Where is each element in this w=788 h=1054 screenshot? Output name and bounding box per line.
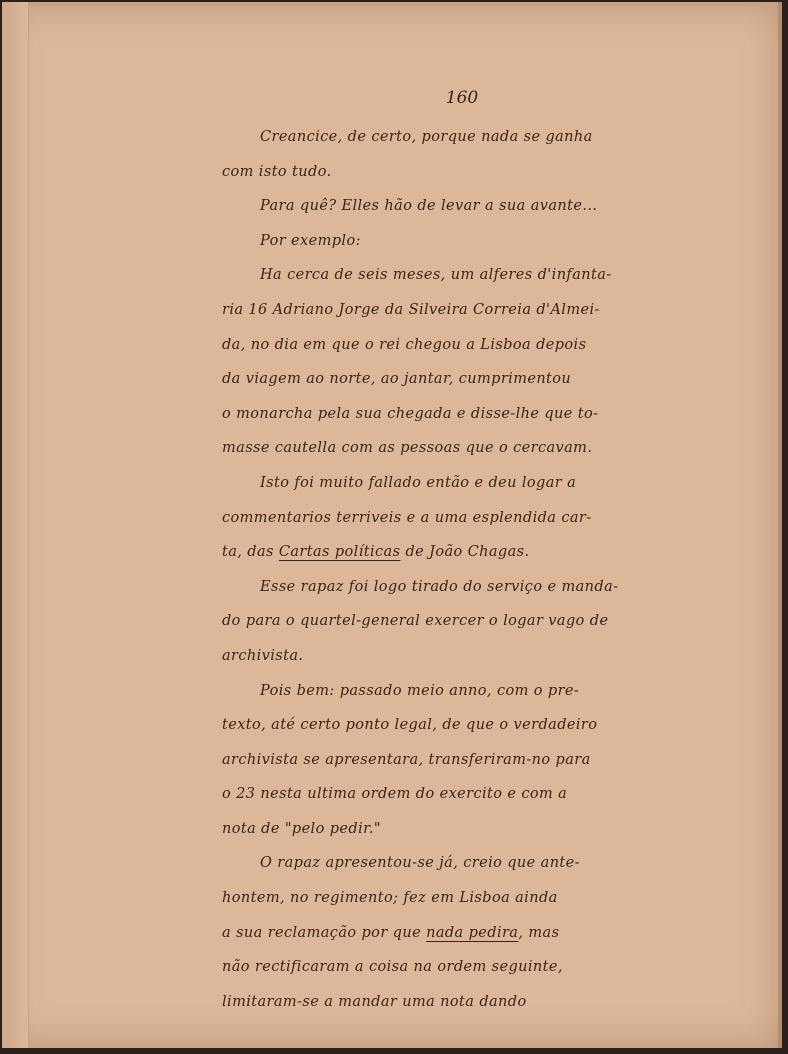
manuscript-line: archivista. [222, 647, 304, 664]
manuscript-line: texto, até certo ponto legal, de que o verdadeiro [222, 717, 598, 734]
handwritten-text-block [222, 120, 702, 1019]
page-binding-edge [2, 2, 29, 1048]
line-text: a sua reclamação por que [222, 924, 427, 941]
manuscript-line: da viagem ao norte, ao jantar, cumprimentou [222, 371, 572, 388]
line-text: , mas [518, 924, 560, 941]
manuscript-line: ria 16 Adriano Jorge da Silveira Correia d'Almei- [222, 301, 600, 318]
manuscript-line: Isto foi muito fallado então e deu logar a [260, 474, 577, 491]
manuscript-line: hontem, no regimento; fez em Lisboa ainda [222, 890, 558, 907]
page-top-edge [2, 2, 782, 6]
line-text: de João Chagas. [400, 544, 530, 561]
manuscript-line: nota de "pelo pedir." [222, 820, 381, 837]
manuscript-line: o 23 nesta ultima ordem do exercito e com a [222, 786, 568, 803]
manuscript-line: com isto tudo. [222, 163, 332, 180]
manuscript-line: Por exemplo: [260, 232, 361, 249]
page-number: 160 [445, 88, 479, 108]
manuscript-line: Pois bem: passado meio anno, com o pre- [260, 682, 580, 699]
manuscript-page [2, 2, 782, 1048]
manuscript-line: não rectificaram a coisa na ordem seguinte, [222, 959, 563, 976]
manuscript-line: Ha cerca de seis meses, um alferes d'infanta- [260, 267, 612, 284]
manuscript-line: Esse rapaz foi logo tirado do serviço e manda- [260, 578, 619, 595]
underlined-title: Cartas políticas [278, 544, 401, 561]
manuscript-line: Para quê? Elles hão de levar a sua avante... [260, 198, 598, 215]
page-right-edge [778, 2, 782, 1048]
line-text: ta, das [222, 544, 279, 561]
manuscript-line: commentarios terriveis e a uma esplendida car- [222, 509, 592, 526]
manuscript-line: Creancice, de certo, porque nada se ganha [260, 129, 593, 145]
manuscript-line: do para o quartel-general exercer o logar vago de [222, 613, 609, 630]
manuscript-line: da, no dia em que o rei chegou a Lisboa depois [222, 336, 587, 353]
manuscript-line [222, 916, 702, 951]
manuscript-line: limitaram-se a mandar uma nota dando [222, 993, 527, 1010]
manuscript-line: masse cautella com as pessoas que o cercavam. [222, 440, 593, 457]
manuscript-line: O rapaz apresentou-se já, creio que ante- [260, 855, 580, 872]
manuscript-line [222, 535, 702, 570]
manuscript-line: archivista se apresentara, transferiram-no para [222, 751, 591, 768]
manuscript-line: o monarcha pela sua chegada e disse-lhe que to- [222, 405, 599, 422]
underlined-title: nada pedira [426, 924, 519, 941]
